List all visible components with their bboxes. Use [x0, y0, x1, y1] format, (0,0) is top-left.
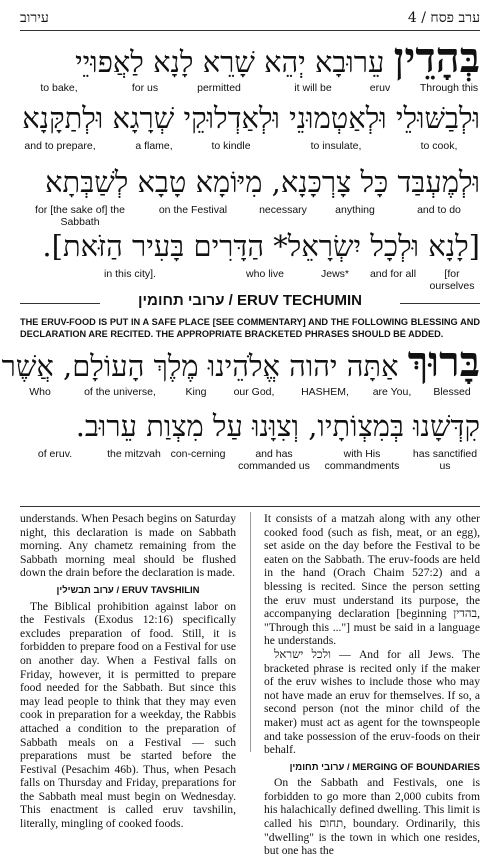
commentary-paragraph: understands. When Pesach begins on Saturday night, this declaration is made on Sabbath morning. Any chametz remaining from the Sabbath morning meal should be flushed down the drain before the declaration is made.: [20, 512, 236, 580]
commentary-paragraph: On the Sabbath and Festivals, one is forbidden to go more than 2,000 cubits from his halachically defined dwelling. This limit is called his תחום, boundary. Ordinarily, this "dwelling" is the town in which one resides, but one has the: [264, 776, 480, 858]
gloss-word: anything: [335, 204, 375, 216]
gloss-word: for [the sake of] the Sabbath: [35, 204, 125, 228]
section-band: [20, 292, 480, 314]
hebrew-text: אַתָּה יהוה אֱלֹהֵינוּ מֶלֶךְ הָעוֹלָם, אֲשֶׁר: [1, 349, 408, 383]
gloss-word: Who: [29, 386, 51, 398]
hebrew-text: וּלְמֶעְבַּד כָּל צָרְכָּנָא, מִיּוֹמָא טָבָא לְשַׁבְּתָא: [45, 165, 480, 199]
opening-word: בְּהָדֵין: [393, 33, 480, 82]
gloss-word: and to prepare,: [24, 140, 96, 152]
commentary-paragraph: The Biblical prohibition against labor on the Festivals (Exodus 12:16) specifically excludes preparation of food. Still, it is forbidden to prepare food on a Festival for use on another day. When a Festival falls on Friday, however, it is permitted to prepare food needed for the Sabbath. But since this may lead people to think that they may even cook in preparation for a weekday, the Rabbis attached a condition to the preparation of Sabbath meals on a Festival — such preparations must be started before the Festival (Pesachim 46b). Thus, when Pesach falls on Thursday and Friday, preparations for the Sabbath meal must begin on Wednesday. This enactment is called eruv tavshilin, literally, mingling of cooked foods.: [20, 599, 236, 831]
hebrew-line-6: [20, 408, 480, 444]
page-label: 4 / ערב פסח: [407, 10, 480, 26]
gloss-word: [for ourselves: [429, 268, 475, 292]
gloss-word: to bake,: [40, 82, 78, 94]
hebrew-line-2: [20, 100, 480, 136]
gloss-word: King: [185, 386, 207, 398]
gloss-word: HASHEM,: [301, 386, 349, 398]
gloss-word: of eruv.: [37, 448, 73, 460]
gloss-word: Through this: [419, 82, 479, 94]
gloss-word: Jews*: [320, 268, 349, 280]
gloss-word: a flame,: [135, 140, 173, 152]
gloss-word: of the universe,: [84, 386, 156, 398]
gloss-word: our God,: [233, 386, 275, 398]
gloss-word: are You,: [372, 386, 412, 398]
gloss-word: the mitzvah: [107, 448, 161, 460]
hebrew-text: עֵרוּבָא יְהֵא שָׁרֵא לָנָא לַאֲפוּיֵי: [75, 45, 394, 79]
hebrew-line-1: [20, 33, 480, 82]
gloss-line-6: [20, 448, 480, 480]
gloss-word: to kindle: [211, 140, 251, 152]
hebrew-text: [לָנָא וּלְכָל יִשְׂרָאֵל* הַדָּרִים בָּעִיר הַזֹּאת].: [42, 229, 480, 263]
gloss-word: and for all: [369, 268, 417, 280]
gloss-word: on the Festival: [158, 204, 228, 216]
gloss-word: and to do: [417, 204, 461, 216]
gloss-word: who live: [246, 268, 284, 280]
gloss-word: to insulate,: [310, 140, 362, 152]
gloss-word: in this city].: [104, 268, 156, 280]
hebrew-line-3: [20, 164, 480, 200]
commentary-paragraph: It consists of a matzah along with any other cooked food (such as fish, meat, or an egg), set aside on the day before the Festival to be eaten on the Sabbath. The eruv-foods are held in the hand (Orach Chaim 527:2) and a blessing is recited. Since the person setting the eruv must understand its purpose, the accompanying declaration [beginning בהדין, "Through this ..."] must be said in a language he understands.: [264, 512, 480, 648]
commentary-heading: ערוב תבשילין / ERUV TAVSHILIN: [56, 584, 200, 596]
gloss-word: it will be: [294, 82, 332, 94]
page-header: [20, 8, 480, 31]
instruction-text: THE ERUV-FOOD IS PUT IN A SAFE PLACE [SEE COMMENTARY] AND THE FOLLOWING BLESSING AND DECLARATION ARE RECITED. THE APPROPRIATE BRACKETED PHRASES SHOULD BE ADDED.: [20, 317, 480, 339]
opening-word: בָּרוּךְ: [407, 337, 480, 386]
commentary-left-column: [20, 512, 236, 831]
gloss-word: permitted: [197, 82, 241, 94]
gloss-word: for us: [131, 82, 159, 94]
hebrew-text: וּלְבַשּׁוּלֵי וּלְאַטְמוּנֵי וּלְאַדְלוּקֵי שְׁרָגָא וּלְתַקָּנָא: [22, 101, 480, 135]
commentary-right-column: [264, 512, 480, 858]
gloss-word: necessary: [259, 204, 307, 216]
gloss-word: con-cerning: [170, 448, 226, 460]
section-label: עירוב: [20, 10, 49, 26]
hebrew-text: קִדְּשָׁנוּ בְּמִצְוֹתָיו, וְצִוָּנוּ עַל מִצְוַת עֵרוּב.: [75, 409, 480, 443]
commentary-paragraph: ולכל ישראל — And for all Jews. The bracketed phrase is recited only if the maker of the eruv wishes to include those who may not have made an eruv for themselves. If so, a second person (not the minor child of the maker) must act as agent for the townspeople and take possession of the eruv-foods on their behalf.: [264, 647, 480, 757]
hebrew-line-4: [20, 228, 480, 264]
section-title: ערובי תחומין / ERUV TECHUMIN: [138, 292, 362, 309]
gloss-word: and has commanded us: [238, 448, 310, 472]
gloss-word: has sanctified us: [412, 448, 478, 472]
column-rule: [250, 512, 251, 752]
gloss-word: eruv: [369, 82, 391, 94]
gloss-word: Blessed: [433, 386, 471, 398]
commentary-divider: [20, 506, 480, 507]
hebrew-line-5: [1, 337, 480, 386]
gloss-word: with His commandments: [324, 448, 400, 472]
gloss-word: to cook,: [420, 140, 458, 152]
commentary-heading: ערובי תחומין / MERGING OF BOUNDARIES: [289, 761, 480, 773]
